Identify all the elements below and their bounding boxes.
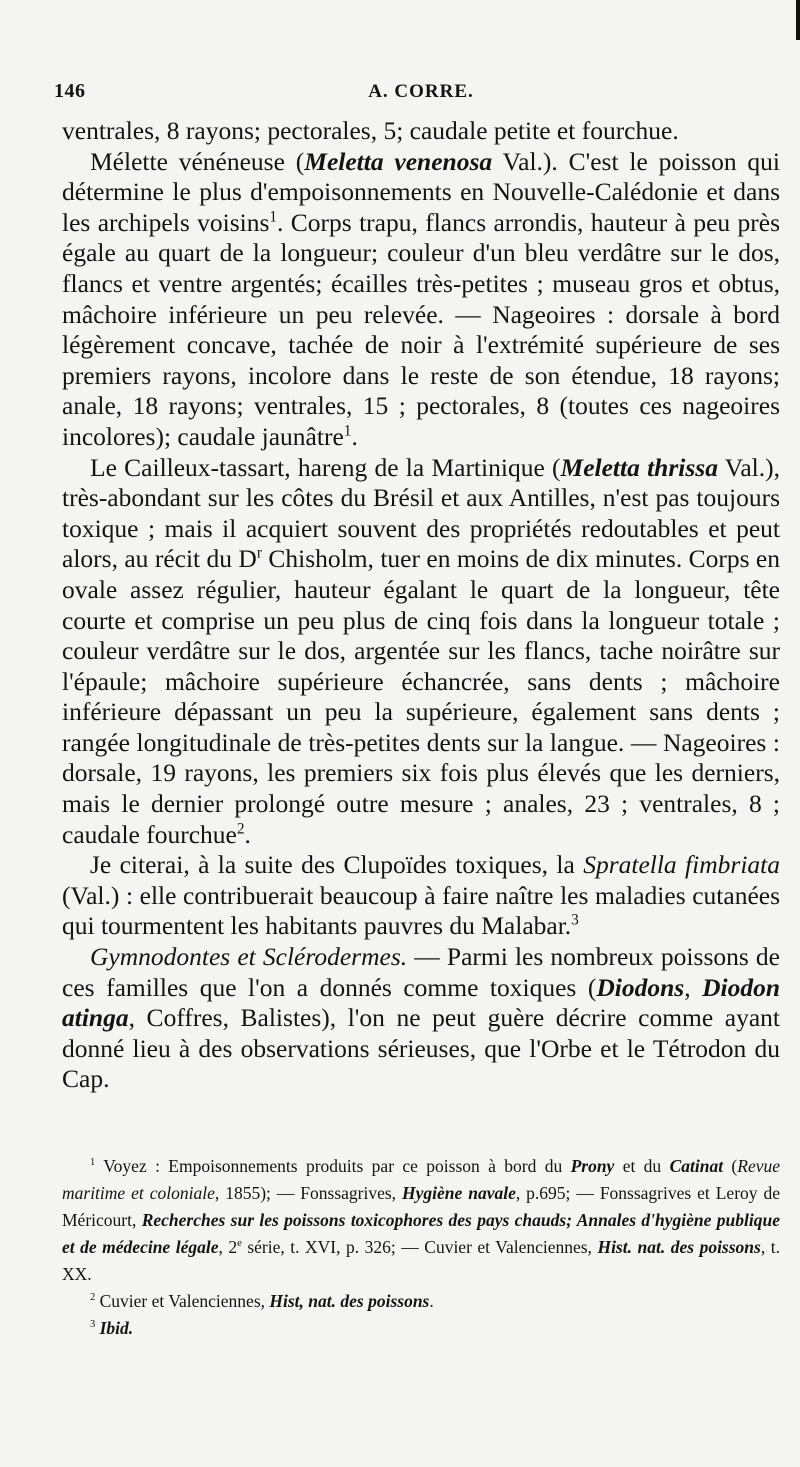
section-heading: Gymnodontes et Sclérodermes. [90, 942, 408, 972]
text-run: (Val.) : elle contribuerait beaucoup à faire naître les maladies cutanées qui tourmentent les habitants pauvres du Malabar. [62, 880, 780, 941]
text-run: , Coffres, Balistes), l'on ne peut guère décrire comme ayant donné lieu à des observations sérieuses, que l'Orbe et le Tétrodon du Cap. [62, 1003, 780, 1094]
work-title: Ibid. [95, 1318, 134, 1338]
text-run: Voyez : Empoisonnements produits par ce poisson à bord du [95, 1156, 571, 1176]
ship-name: Prony [570, 1156, 615, 1176]
footnote-ref: 1 [269, 208, 278, 226]
species-name: Diodons [596, 972, 685, 1002]
footnote-number: 3 [90, 1319, 96, 1331]
text-run: Val.), très-abondant sur les côtes du Brésil et aux Antilles, n'est pas toujours toxique ; mais il acquiert souvent des propriétés redoutables et peut alors, au récit du D [62, 452, 781, 574]
page-header [54, 80, 780, 110]
text-run: ( [723, 1156, 738, 1176]
text-run: Le Cailleux-tassart, hareng de la Martinique ( [90, 452, 561, 482]
footnote-number: 1 [90, 1157, 96, 1169]
work-title: Hist. nat. des poissons [597, 1237, 761, 1257]
book-page [54, 0, 788, 1467]
text-run: , 2 [218, 1237, 238, 1257]
superscript: e [237, 1238, 242, 1250]
text-run: et du [614, 1156, 670, 1176]
text-run: série, t. XVI, p. 326; — Cuvier et Valenciennes, [241, 1237, 598, 1257]
footnote-3 [62, 1315, 780, 1342]
text-run: , [684, 972, 703, 1002]
footnote-1 [62, 1153, 780, 1288]
footnote-ref: 1 [343, 422, 352, 440]
footnote-2 [62, 1288, 780, 1315]
text-run: . [244, 819, 251, 849]
paragraph-spratella [62, 850, 780, 942]
species-name: Spratella fimbriata [583, 850, 780, 880]
body-text [62, 116, 780, 1095]
text-run: . Corps trapu, flancs arrondis, hauteur à peu près égale au quart de la longueur; couleur d'un bleu verdâtre sur le dos, flancs et ventre argentés; écailles très-petites ; museau gros et obtus, mâchoire inférieure un peu relevée. — Nageoires : dorsale à bord légèrement concave, tachée de noir à l'extrémité supérieure de ses premiers rayons, incolore dans le reste de son étendue, 18 rayons; anale, 18 rayons; ventrales, 15 ; pectorales, 8 (toutes ces nageoires incolores); caudale jaunâtre [62, 207, 780, 451]
footnote-number: 2 [90, 1292, 96, 1304]
work-title: Hist, nat. des poissons [269, 1291, 430, 1311]
footnotes [62, 1153, 780, 1342]
ship-name: Catinat [669, 1156, 724, 1176]
text-run: Cuvier et Valenciennes, [95, 1291, 270, 1311]
paragraph-meletta-thrissa [62, 453, 780, 851]
work-title: Revue maritime et coloniale [62, 1156, 781, 1203]
paragraph-meletta-venenosa [62, 147, 780, 453]
text-run: . [351, 421, 358, 451]
work-title: Hygiène navale [402, 1183, 516, 1203]
paragraph-gymnodontes [62, 942, 780, 1095]
text-run: , t. XX. [62, 1237, 780, 1284]
superscript: r [256, 544, 262, 562]
text-run: , 1855); — Fonssagrives, [214, 1183, 402, 1203]
text-run: Je citerai, à la suite des Clupoïdes toxiques, la [90, 850, 584, 880]
text-run: , p.695; — Fonssagrives et Leroy de Méricourt, [62, 1183, 780, 1230]
text-run: . [429, 1291, 434, 1311]
paragraph-1 [62, 116, 780, 147]
footnote-ref: 2 [236, 820, 245, 838]
text-run: — Parmi les nombreux poissons de ces familles que l'on a donnés comme toxiques ( [62, 942, 780, 1002]
text-run: Val.). C'est le poisson qui détermine le plus d'empoisonnements en Nouvelle-Calédonie et dans les archipels voisins [62, 146, 781, 237]
right-edge-mark [796, 0, 800, 40]
text-run: Chisholm, tuer en moins de dix minutes. Corps en ovale assez régulier, hauteur égalant le quart de la longueur, tête courte et comprise un peu plus de cinq fois dans la longueur totale ; couleur verdâtre sur le dos, argentée sur les flancs, tache noirâtre sur l'épaule; mâchoire supérieure échancrée, sans dents ; mâchoire inférieure dépassant un peu la supérieure, également sans dents ; rangée longitudinale de très-petites dents sur la langue. — Nageoires : dorsale, 19 rayons, les premiers six fois plus élevés que les derniers, mais le dernier prolongé outre mesure ; anales, 23 ; ventrales, 8 ; caudale fourchue [62, 544, 780, 849]
species-name: Meletta thrissa [560, 452, 718, 482]
running-head: A. CORRE. [368, 81, 474, 102]
text-run: Mélette vénéneuse ( [90, 146, 305, 176]
footnote-ref: 3 [571, 911, 579, 929]
page-number: 146 [54, 80, 86, 102]
work-title: Recherches sur les poissons toxicophores des pays chauds; Annales d'hygiène publique et de médecine légale [62, 1210, 780, 1257]
species-name: Meletta venenosa [304, 146, 493, 176]
text-run: ventrales, 8 rayons; pectorales, 5; caudale petite et fourchue. [62, 116, 679, 145]
species-name: Diodon atinga [62, 972, 781, 1033]
